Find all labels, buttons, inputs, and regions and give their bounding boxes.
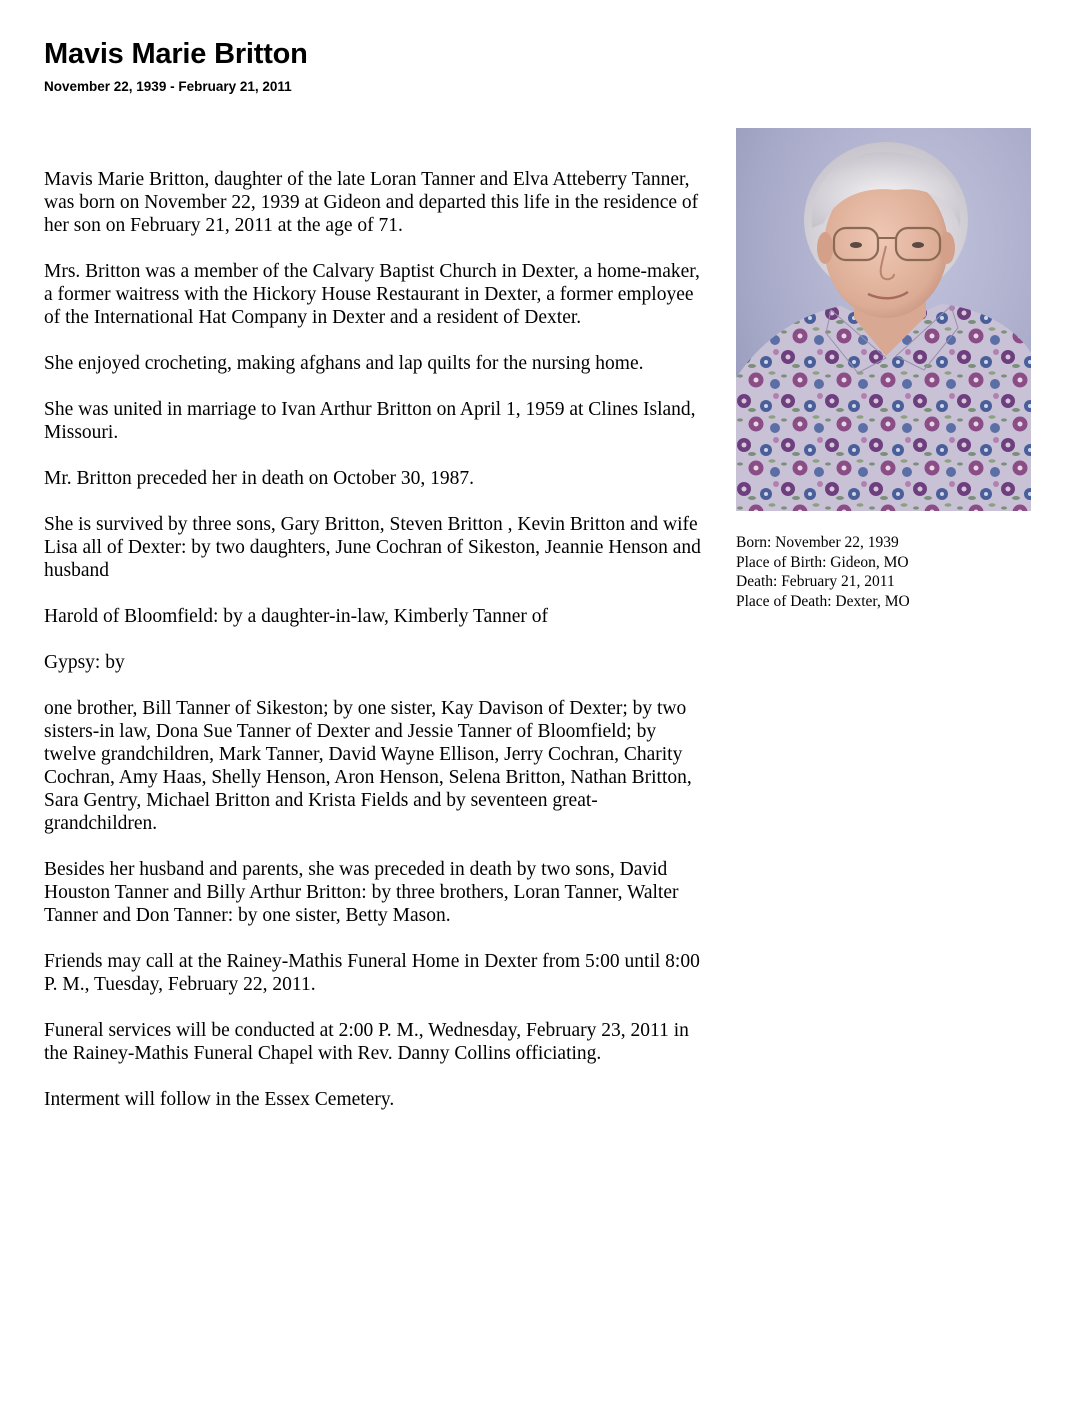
vital-facts <box>736 533 910 611</box>
life-dates: November 22, 1939 - February 21, 2011 <box>44 79 292 94</box>
fact-death-place: Place of Death: Dexter, MO <box>736 592 910 610</box>
obituary-body <box>44 168 704 1134</box>
paragraph-visitation: Friends may call at the Rainey-Mathis Funeral Home in Dexter from 5:00 until 8:00 P. M., Tuesday, February 22, 2011. <box>44 951 700 995</box>
paragraph-survivors: She is survived by three sons, Gary Britton, Steven Britton , Kevin Britton and wife Lisa all of Dexter: by two daughters, June Cochran of Sikeston, Jeannie Henson and husband <box>44 514 701 581</box>
paragraph-marriage: She was united in marriage to Ivan Arthur Britton on April 1, 1959 at Clines Island, Missouri. <box>44 399 696 443</box>
paragraph-spouse-death: Mr. Britton preceded her in death on October 30, 1987. <box>44 468 474 489</box>
obituary-name: Mavis Marie Britton <box>44 38 308 70</box>
paragraph-church: Mrs. Britton was a member of the Calvary Baptist Church in Dexter, a home-maker, a former waitress with the Hickory House Restaurant in Dexter, a former employee of the International Hat Company in Dexter and a resident of Dexter. <box>44 261 700 328</box>
paragraph-services: Funeral services will be conducted at 2:00 P. M., Wednesday, February 23, 2011 in the Rainey-Mathis Funeral Chapel with Rev. Danny Collins officiating. <box>44 1020 689 1064</box>
paragraph-parents: Mavis Marie Britton, daughter of the late Loran Tanner and Elva Atteberry Tanner, was born on November 22, 1939 at Gideon and departed this life in the residence of her son on February 21, 2011 at the age of 71. <box>44 169 699 236</box>
fact-birth-place: Place of Birth: Gideon, MO <box>736 553 909 571</box>
paragraph-hobbies: She enjoyed crocheting, making afghans and lap quilts for the nursing home. <box>44 353 644 374</box>
paragraph-survivors-2: Harold of Bloomfield: by a daughter-in-law, Kimberly Tanner of <box>44 606 549 627</box>
paragraph-interment: Interment will follow in the Essex Cemetery. <box>44 1089 395 1110</box>
fact-born: Born: November 22, 1939 <box>736 534 899 551</box>
paragraph-survivors-3: Gypsy: by <box>44 652 125 673</box>
portrait-photo <box>736 128 1031 511</box>
paragraph-survivors-4: one brother, Bill Tanner of Sikeston; by one sister, Kay Davison of Dexter; by two sisters-in law, Dona Sue Tanner of Dexter and Jessie Tanner of Bloomfield; by twelve grandchildren, Mark Tanner, David Wayne Ellison, Jerry Cochran, Charity Cochran, Amy Haas, Shelly Henson, Aron Henson, Selena Britton, Nathan Britton, Sara Gentry, Michael Britton and Krista Fields and by seventeen great-grandchildren. <box>44 698 692 834</box>
paragraph-preceded: Besides her husband and parents, she was preceded in death by two sons, David Houston Tanner and Billy Arthur Britton: by three brothers, Loran Tanner, Walter Tanner and Don Tanner: by one sister, Betty Mason. <box>44 859 679 926</box>
fact-death: Death: February 21, 2011 <box>736 573 895 590</box>
